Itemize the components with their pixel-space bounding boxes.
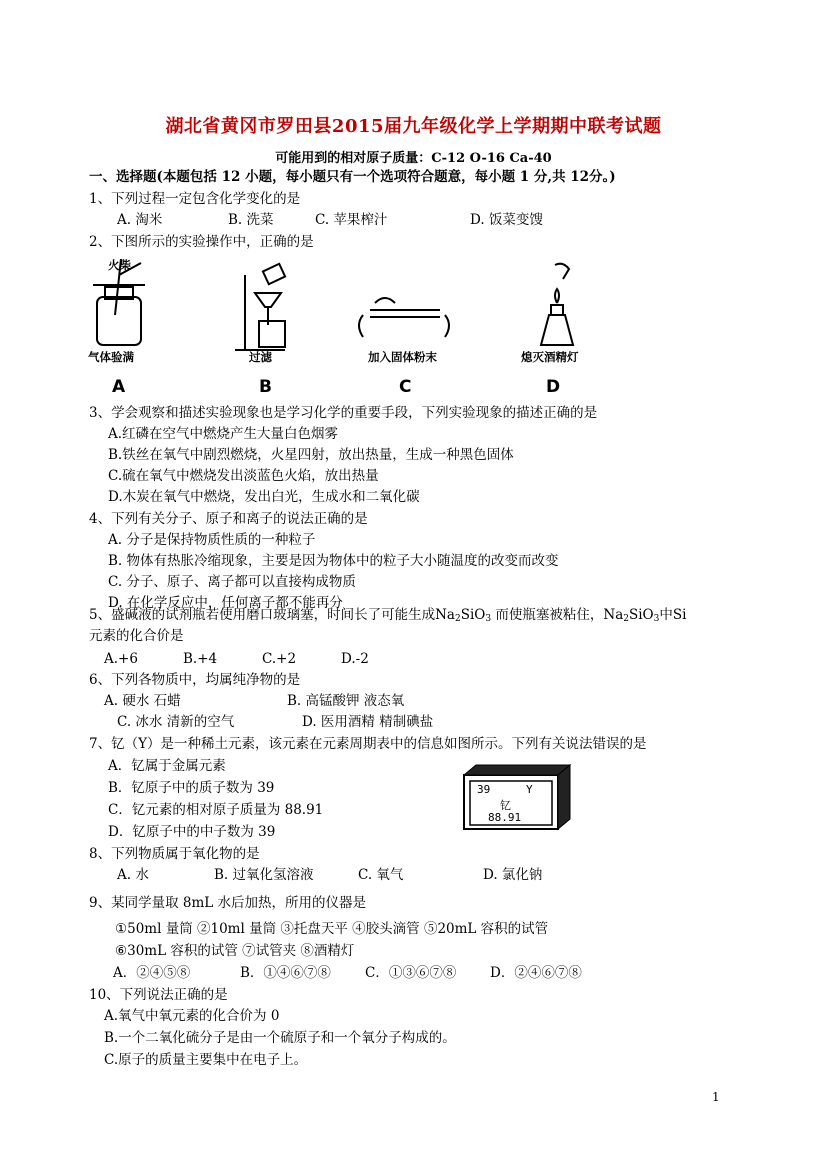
question-5-stem-line2: 元素的化合价是 [89, 628, 184, 644]
question-10-option-a: A.氧气中氧元素的化合价为 0 [104, 1008, 280, 1024]
atomic-mass-note: 可能用到的相对原子质量：C-12 O-16 Ca-40 [275, 151, 552, 166]
lab-operations-figure [85, 255, 605, 400]
question-9-option-a: A．②④⑤⑧ [113, 965, 191, 981]
question-3-option-d: D.木炭在氧气中燃烧，发出白光，生成水和二氧化碳 [108, 489, 420, 505]
figure-c-caption: 加入固体粉末 [368, 350, 437, 364]
question-6-option-d: D. 医用酒精 精制碘盐 [302, 714, 434, 730]
figure-letter-d: D [546, 377, 561, 397]
question-5-option-a: A.+6 [104, 651, 138, 667]
question-4-option-d: D. 在化学反应中，任何离子都不能再分 [108, 595, 343, 611]
element-atomic-number: 39 [477, 783, 491, 796]
question-1-option-d: D. 饭菜变馊 [470, 212, 543, 228]
question-2-stem: 2、下图所示的实验操作中，正确的是 [89, 234, 314, 250]
figure-b-caption: 过滤 [249, 350, 272, 364]
question-9-stem: 9、某同学量取 8mL 水后加热，所用的仪器是 [89, 895, 367, 911]
question-9-items-line2: ⑥30mL 容积的试管 ⑦试管夹 ⑧酒精灯 [115, 943, 355, 959]
element-symbol: Y [526, 783, 533, 796]
filtration-illustration [235, 264, 285, 350]
question-7-option-c: C．钇元素的相对原子质量为 88.91 [108, 802, 324, 818]
question-4-stem: 4、下列有关分子、原子和离子的说法正确的是 [89, 511, 368, 527]
question-7-option-b: B．钇原子中的质子数为 39 [108, 780, 275, 796]
question-5-option-d: D.-2 [341, 651, 369, 667]
figure-letter-b: B [259, 377, 272, 397]
figure-letter-a: A [112, 377, 126, 397]
element-name: 钇 [500, 799, 511, 812]
question-5-option-b: B.+4 [183, 651, 218, 667]
exam-title: 湖北省黄冈市罗田县2015届九年级化学上学期期中联考试题 [165, 116, 662, 137]
powder-addition-illustration [359, 298, 449, 337]
question-9-option-b: B．①④⑥⑦⑧ [240, 965, 331, 981]
question-7-stem: 7、钇（Y）是一种稀土元素，该元素在元素周期表中的信息如图所示。下列有关说法错误的是 [89, 736, 647, 752]
question-7-option-d: D．钇原子中的中子数为 39 [108, 824, 276, 840]
question-9-option-c: C．①③⑥⑦⑧ [365, 965, 457, 981]
question-3-option-c: C.硫在氧气中燃烧发出淡蓝色火焰，放出热量 [108, 468, 379, 484]
question-1-option-b: B. 洗菜 [228, 212, 274, 228]
question-9-option-d: D．②④⑥⑦⑧ [490, 965, 582, 981]
question-8-stem: 8、下列物质属于氧化物的是 [89, 846, 260, 862]
question-4-option-c: C. 分子、原子、离子都可以直接构成物质 [108, 574, 356, 590]
question-6-option-c: C. 冰水 清新的空气 [117, 714, 235, 730]
question-1-stem: 1、下列过程一定包含化学变化的是 [89, 191, 301, 207]
question-7-option-a: A．钇属于金属元素 [108, 758, 226, 774]
question-8-option-b: B. 过氧化氢溶液 [214, 867, 314, 883]
question-5-stem: 5、盛碱液的试剂瓶若使用磨口玻璃塞，时间长了可能生成$Na_2SiO_3$ 而使瓶塞被粘住，$Na_2SiO_3$中Si [89, 607, 687, 624]
figure-a-caption: 气体验满 [88, 350, 134, 364]
question-8-option-a: A. 水 [117, 867, 149, 883]
question-6-option-a: A. 硬水 石蜡 [104, 693, 181, 709]
question-8-option-d: D. 氯化钠 [483, 867, 543, 883]
question-4-option-b: B. 物体有热胀冷缩现象，主要是因为物体中的粒子大小随温度的改变而改变 [108, 553, 559, 569]
question-6-stem: 6、下列各物质中，均属纯净物的是 [89, 672, 301, 688]
question-3-stem: 3、学会观察和描述实验现象也是学习化学的重要手段，下列实验现象的描述正确的是 [89, 405, 598, 421]
question-6-option-b: B. 高锰酸钾 液态氧 [287, 693, 405, 709]
question-5-option-c: C.+2 [262, 651, 297, 667]
page-number: 1 [712, 1090, 720, 1104]
question-1-option-c: C. 苹果榨汁 [315, 212, 388, 228]
question-3-option-b: B.铁丝在氧气中剧烈燃烧，火星四射，放出热量，生成一种黑色固体 [108, 447, 514, 463]
figure-d-caption: 熄灭酒精灯 [521, 350, 579, 364]
question-4-option-a: A. 分子是保持物质性质的一种粒子 [108, 532, 316, 548]
question-9-items-line1: ①50ml 量筒 ②10ml 量筒 ③托盘天平 ④胶头滴管 ⑤20mL 容积的试管 [115, 921, 549, 937]
question-1-option-a: A. 淘米 [117, 212, 163, 228]
question-10-option-c: C.原子的质量主要集中在电子上。 [104, 1052, 308, 1068]
question-3-option-a: A.红磷在空气中燃烧产生大量白色烟雾 [108, 426, 339, 442]
alcohol-lamp-illustration [541, 264, 573, 345]
question-8-option-c: C. 氧气 [358, 867, 404, 883]
question-10-stem: 10、下列说法正确的是 [89, 987, 228, 1003]
figure-letter-c: C [399, 377, 412, 397]
section-heading: 一、选择题(本题包括 12 小题，每小题只有一个选项符合题意，每小题 1 分,共 12分。) [89, 169, 616, 185]
figure-a-match-label: 火柴 [108, 258, 131, 272]
question-10-option-b: B.一个二氧化硫分子是由一个硫原子和一个氧分子构成的。 [104, 1030, 456, 1046]
element-atomic-mass: 88.91 [488, 811, 522, 824]
